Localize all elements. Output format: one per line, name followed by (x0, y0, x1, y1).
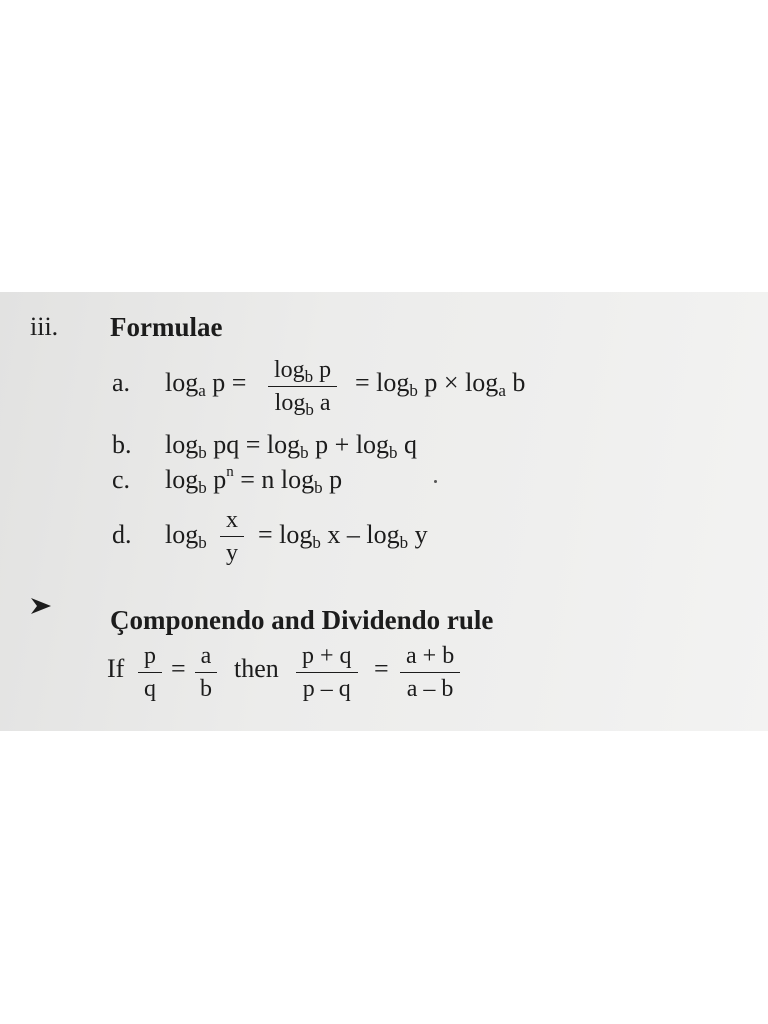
rule-eq2: = (374, 654, 389, 683)
rule-fraction-cd-lhs (296, 644, 358, 701)
rule-fraction-pq-denominator: q (144, 676, 156, 702)
formula-d-denominator: y (226, 540, 238, 566)
rule-fraction-pq (138, 644, 162, 701)
rule-title: Çomponendo and Dividendo rule (110, 605, 494, 635)
formula-a-denominator: $\log_b a$ (274, 390, 331, 419)
formula-c: logb $p^n = n$ logb p (165, 464, 343, 497)
formula-a-numerator: $\log_b p$ (268, 358, 337, 387)
rule-fraction-cd-rhs-denominator: a – b (406, 676, 454, 702)
rule-fraction-ab-numerator: a (195, 644, 218, 673)
formula-a-rhs: = logb p × loga b (355, 368, 526, 400)
arrowhead-bullet-icon (30, 596, 52, 616)
formula-d-rhs: = logb x – logb y (258, 520, 428, 552)
formula-a-lhs: loga p = (165, 368, 247, 400)
formula-a-label: a. (112, 368, 131, 397)
formula-b: logb pq = logb p + logb q (165, 430, 418, 462)
paper-speck (434, 480, 437, 483)
formula-a-fraction (268, 357, 337, 419)
formula-b-label: b. (112, 430, 132, 459)
section-title: Formulae (110, 312, 223, 342)
formula-d-label: d. (112, 520, 132, 549)
rule-fraction-pq-numerator: p (138, 644, 162, 673)
section-number: iii. (30, 312, 59, 341)
rule-fraction-cd-rhs (400, 644, 460, 701)
photo-region (0, 292, 768, 731)
formula-d-lhs: logb (165, 520, 207, 552)
formula-d-fraction (220, 508, 244, 565)
formula-c-label: c. (112, 465, 131, 494)
rule-eq1: = (171, 654, 186, 683)
rule-fraction-ab-denominator: b (200, 676, 212, 702)
rule-then: then (234, 654, 279, 683)
rule-fraction-cd-lhs-denominator: p – q (302, 676, 351, 702)
rule-fraction-ab (194, 644, 218, 701)
rule-if: If (107, 654, 125, 683)
rule-fraction-cd-rhs-numerator: a + b (400, 644, 460, 673)
rule-fraction-cd-lhs-numerator: p + q (296, 644, 358, 673)
formula-d-numerator: x (220, 508, 244, 537)
